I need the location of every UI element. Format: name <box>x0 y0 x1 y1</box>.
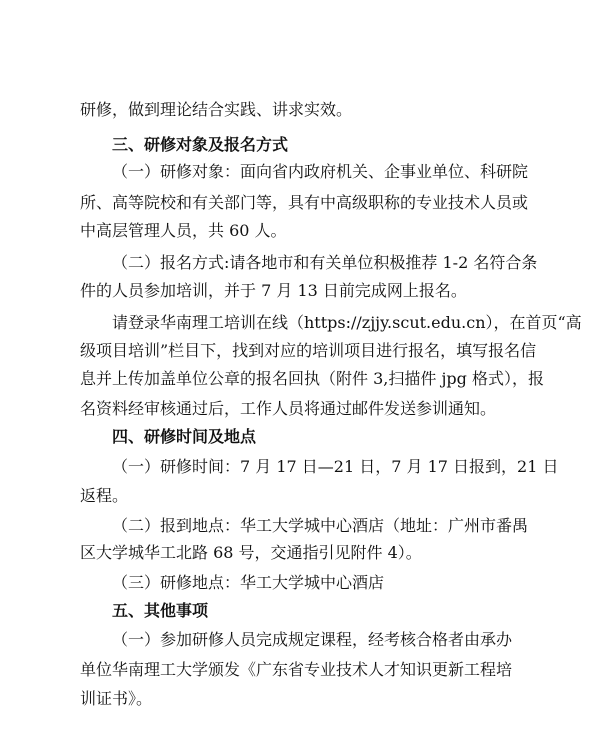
text-line-3: 所、高等院校和有关部门等，具有中高级职称的专业技术人员或 <box>80 193 529 212</box>
text-line-7: 请登录华南理工培训在线（https://zjjy.scut.edu.cn），在首页“高 <box>112 313 582 332</box>
text-line-15: （三）研修地点：华工大学城中心酒店 <box>112 573 385 592</box>
text-line-4: 中高层管理人员，共 60 人。 <box>80 221 287 240</box>
text-line-17: 单位华南理工大学颁发《广东省专业技术人才知识更新工程培 <box>80 660 513 679</box>
text-line-2: （一）研修对象：面向省内政府机关、企事业单位、科研院 <box>112 162 529 181</box>
section-heading-4: 四、研修时间及地点 <box>112 427 257 446</box>
section-heading-3: 三、研修对象及报名方式 <box>112 135 289 154</box>
text-line-6: 件的人员参加培训，并于 7 月 13 日前完成网上报名。 <box>80 281 467 300</box>
text-line-11: （一）研修时间：7 月 17 日—21 日，7 月 17 日报到，21 日 <box>112 457 559 476</box>
text-line-13: （二）报到地点：华工大学城中心酒店（地址：广州市番禺 <box>112 516 529 535</box>
text-line-12: 返程。 <box>80 486 129 505</box>
section-heading-5: 五、其他事项 <box>112 601 209 620</box>
text-line-5: （二）报名方式:请各地市和有关单位积极推荐 1-2 名符合条 <box>112 253 538 272</box>
text-line-10: 名资料经审核通过后，工作人员将通过邮件发送参训通知。 <box>80 399 497 418</box>
text-line-8: 级项目培训”栏目下，找到对应的培训项目进行报名，填写报名信 <box>80 341 537 360</box>
text-line-14: 区大学城华工北路 68 号，交通指引见附件 4）。 <box>80 543 422 562</box>
text-line-1: 研修，做到理论结合实践、讲求实效。 <box>80 100 353 119</box>
text-line-9: 息并上传加盖单位公章的报名回执（附件 3,扫描件 jpg 格式），报 <box>80 369 544 388</box>
text-line-18: 训证书》。 <box>80 689 153 708</box>
text-line-16: （一）参加研修人员完成规定课程，经考核合格者由承办 <box>112 630 513 649</box>
